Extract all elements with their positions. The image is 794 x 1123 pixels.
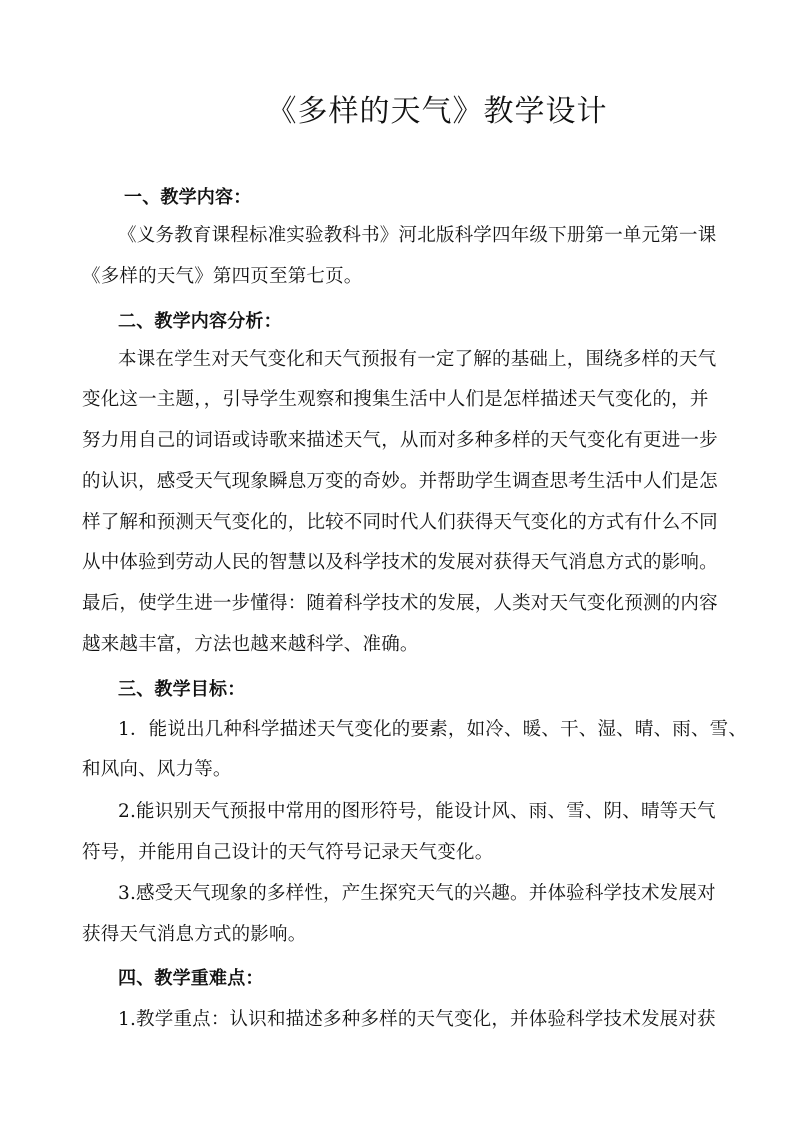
section-heading-analysis: 二、教学内容分析： (118, 311, 282, 332)
paragraph-line: 最后，使学生进一步懂得：随着科学技术的发展，人类对天气变化预测的内容 (82, 593, 718, 614)
paragraph-line: 2.能识别天气预报中常用的图形符号，能设计风、雨、雪、阴、晴等天气 (118, 801, 716, 822)
section-heading-content: 一、教学内容： (124, 187, 252, 208)
document-title: 《多样的天气》教学设计 (266, 94, 608, 129)
paragraph-line: 1.教学重点：认识和描述多种多样的天气变化，并体验科学技术发展对获 (118, 1009, 716, 1030)
paragraph-line: 《义务教育课程标准实验教科书》河北版科学四年级下册第一单元第一课 (118, 225, 717, 246)
paragraph-line: 本课在学生对天气变化和天气预报有一定了解的基础上，围绕多样的天气 (118, 349, 717, 370)
paragraph-line: 获得天气消息方式的影响。 (82, 924, 307, 945)
paragraph-line: 努力用自己的词语或诗歌来描述天气，从而对多种多样的天气变化有更进一步 (82, 430, 718, 451)
paragraph-line: 从中体验到劳动人民的智慧以及科学技术的发展对获得天气消息方式的影响。 (82, 552, 718, 573)
section-heading-key-points: 四、教学重难点： (118, 968, 264, 989)
paragraph-line: 1．能说出几种科学描述天气变化的要素，如冷、暖、干、湿、晴、雨、雪、 (118, 719, 748, 740)
paragraph-line: 符号，并能用自己设计的天气符号记录天气变化。 (82, 842, 494, 863)
paragraph-line: 样了解和预测天气变化的，比较不同时代人们获得天气变化的方式有什么不同 (82, 512, 718, 533)
paragraph-line: 和风向、风力等。 (82, 759, 232, 780)
paragraph-line: 越来越丰富，方法也越来越科学、准确。 (82, 634, 419, 655)
paragraph-line: 的认识，感受天气现象瞬息万变的奇妙。并帮助学生调查思考生活中人们是怎 (82, 471, 718, 492)
paragraph-line: 3.感受天气现象的多样性，产生探究天气的兴趣。并体验科学技术发展对 (118, 883, 716, 904)
section-heading-objectives: 三、教学目标： (118, 679, 246, 700)
paragraph-line: 《多样的天气》第四页至第七页。 (82, 266, 363, 287)
paragraph-line: 变化这一主题，，引导学生观察和搜集生活中人们是怎样描述天气变化的，并 (82, 389, 709, 410)
